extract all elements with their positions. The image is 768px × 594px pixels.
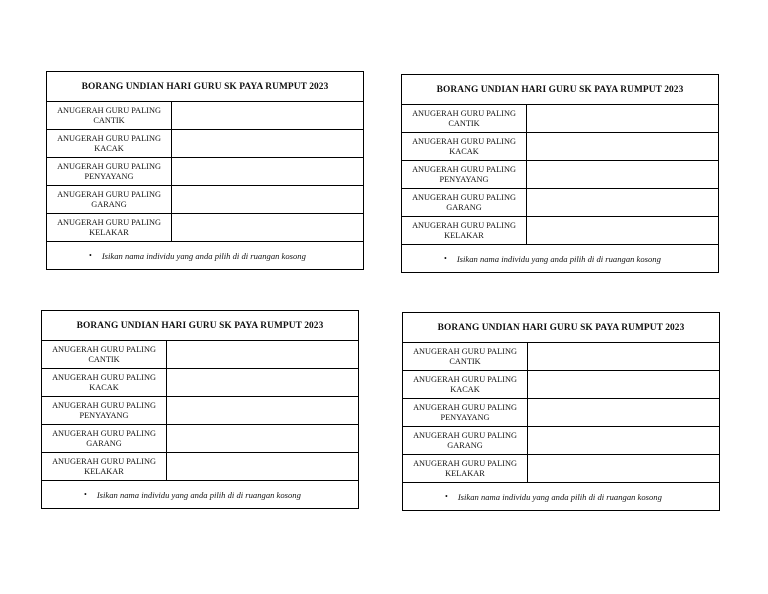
- award-label: ANUGERAH GURU PALING PENYAYANG: [47, 158, 172, 185]
- instruction-note: [403, 483, 719, 510]
- award-label: ANUGERAH GURU PALING GARANG: [402, 189, 527, 216]
- award-row-garang: [42, 425, 358, 453]
- instruction-note: [42, 481, 358, 508]
- award-label: ANUGERAH GURU PALING CANTIK: [403, 343, 528, 370]
- award-label: ANUGERAH GURU PALING KACAK: [403, 371, 528, 398]
- award-row-cantik: [47, 102, 363, 130]
- answer-field[interactable]: [172, 158, 363, 185]
- award-label: ANUGERAH GURU PALING KACAK: [42, 369, 167, 396]
- award-label: ANUGERAH GURU PALING KELAKAR: [42, 453, 167, 480]
- form-title: BORANG UNDIAN HARI GURU SK PAYA RUMPUT 2023: [403, 313, 719, 343]
- ballot-form-bottom-left: [41, 310, 359, 509]
- award-label: ANUGERAH GURU PALING GARANG: [403, 427, 528, 454]
- award-label: ANUGERAH GURU PALING KELAKAR: [47, 214, 172, 241]
- answer-field[interactable]: [172, 102, 363, 129]
- award-label: ANUGERAH GURU PALING CANTIK: [402, 105, 527, 132]
- award-row-penyayang: [47, 158, 363, 186]
- award-row-kelakar: [47, 214, 363, 242]
- answer-field[interactable]: [528, 371, 719, 398]
- award-label: ANUGERAH GURU PALING KACAK: [47, 130, 172, 157]
- answer-field[interactable]: [527, 133, 718, 160]
- award-label: ANUGERAH GURU PALING GARANG: [47, 186, 172, 213]
- award-label: ANUGERAH GURU PALING PENYAYANG: [42, 397, 167, 424]
- form-title: BORANG UNDIAN HARI GURU SK PAYA RUMPUT 2023: [402, 75, 718, 105]
- award-label: ANUGERAH GURU PALING PENYAYANG: [403, 399, 528, 426]
- instruction-note: [47, 242, 363, 269]
- answer-field[interactable]: [167, 341, 358, 368]
- award-row-kacak: [42, 369, 358, 397]
- bullet-icon: •: [445, 492, 448, 501]
- answer-field[interactable]: [528, 455, 719, 482]
- award-label: ANUGERAH GURU PALING KELAKAR: [403, 455, 528, 482]
- award-row-penyayang: [402, 161, 718, 189]
- answer-field[interactable]: [527, 217, 718, 244]
- instruction-note: [402, 245, 718, 272]
- award-row-garang: [403, 427, 719, 455]
- award-label: ANUGERAH GURU PALING CANTIK: [42, 341, 167, 368]
- answer-field[interactable]: [172, 130, 363, 157]
- answer-field[interactable]: [527, 189, 718, 216]
- bullet-icon: •: [84, 490, 87, 499]
- answer-field[interactable]: [528, 399, 719, 426]
- award-row-kacak: [402, 133, 718, 161]
- answer-field[interactable]: [527, 161, 718, 188]
- instruction-text: Isikan nama individu yang anda pilih di di ruangan kosong: [457, 491, 662, 502]
- award-label: ANUGERAH GURU PALING KACAK: [402, 133, 527, 160]
- answer-field[interactable]: [167, 369, 358, 396]
- award-row-cantik: [403, 343, 719, 371]
- award-row-garang: [402, 189, 718, 217]
- answer-field[interactable]: [167, 397, 358, 424]
- form-title: BORANG UNDIAN HARI GURU SK PAYA RUMPUT 2023: [42, 311, 358, 341]
- answer-field[interactable]: [167, 453, 358, 480]
- answer-field[interactable]: [527, 105, 718, 132]
- bullet-icon: •: [444, 254, 447, 263]
- award-row-kacak: [47, 130, 363, 158]
- instruction-text: Isikan nama individu yang anda pilih di di ruangan kosong: [96, 489, 301, 500]
- award-row-kacak: [403, 371, 719, 399]
- ballot-form-top-left: [46, 71, 364, 270]
- form-title: BORANG UNDIAN HARI GURU SK PAYA RUMPUT 2023: [47, 72, 363, 102]
- award-row-penyayang: [42, 397, 358, 425]
- award-row-garang: [47, 186, 363, 214]
- award-row-kelakar: [42, 453, 358, 481]
- instruction-text: Isikan nama individu yang anda pilih di di ruangan kosong: [101, 250, 306, 261]
- award-row-cantik: [402, 105, 718, 133]
- answer-field[interactable]: [167, 425, 358, 452]
- award-label: ANUGERAH GURU PALING PENYAYANG: [402, 161, 527, 188]
- award-row-kelakar: [402, 217, 718, 245]
- answer-field[interactable]: [528, 343, 719, 370]
- bullet-icon: •: [89, 251, 92, 260]
- answer-field[interactable]: [172, 186, 363, 213]
- ballot-form-top-right: [401, 74, 719, 273]
- answer-field[interactable]: [172, 214, 363, 241]
- award-label: ANUGERAH GURU PALING CANTIK: [47, 102, 172, 129]
- award-label: ANUGERAH GURU PALING GARANG: [42, 425, 167, 452]
- answer-field[interactable]: [528, 427, 719, 454]
- instruction-text: Isikan nama individu yang anda pilih di di ruangan kosong: [456, 253, 661, 264]
- award-label: ANUGERAH GURU PALING KELAKAR: [402, 217, 527, 244]
- ballot-form-bottom-right: [402, 312, 720, 511]
- award-row-kelakar: [403, 455, 719, 483]
- award-row-penyayang: [403, 399, 719, 427]
- award-row-cantik: [42, 341, 358, 369]
